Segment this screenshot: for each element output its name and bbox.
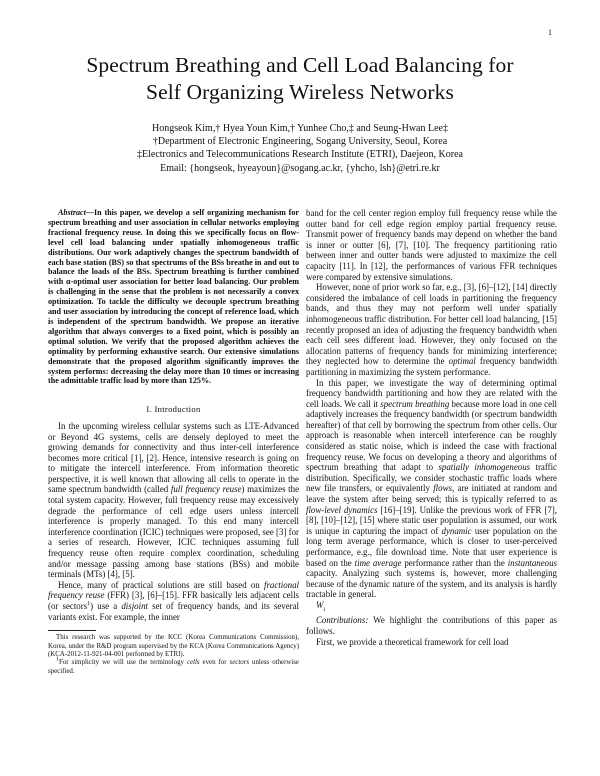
affiliation-1: †Department of Electronic Engineering, Sogang University, Seoul, Korea — [152, 136, 448, 148]
contributions-paragraph: Contributions: We highlight the contributions of this paper as follows. — [306, 615, 557, 636]
footnote-terminology: $^1$For simplicity we will use the terminology cells even for sectors unless otherwise specified. — [48, 657, 299, 675]
intro-paragraph-2: Hence, many of practical solutions are still based on fractional frequency reuse (FFR) [3], [6]–[15]. FFR basically lets adjacent cells (or sectors$^1$) use a disjoint set of frequency bands, and its several variants exist. For example, the inner — [48, 579, 300, 622]
right-paragraph-3: In this paper, we investigate the way of determining optimal frequency bandwidth partitioning and how they are related with the cell loads. We call it spectrum breathing because more load in one cell adaptively increases the frequency bandwidth (or spectrum bandwidth hereafter) of that cell by borrowing the spectrum from other cells. Our approach is reasonable when intercell interference can be roughly considered as static noise, which is indeed the case with fractional frequency reuse. We focus on developing a theory and algorithms of spectrum breathing that adapt to spatially inhomogeneous traffic distribution. Specifically, we consider stochastic traffic loads where new file transfers, or equivalently flows, are initiated at random and leave the system after being served; this is typically referred to as flow-level dynamics [16]–[19]. Unlike the previous work of FFR [7], [8], [10]–[12], [15] where static user population is assumed, our work is unique in capturing the impact of dynamic user population on the long term average performance, which is closer to user-perceived performance, e.g., file download time. Note that user experience is based on the time average performance rather than the instantaneous capacity. Analyzing such systems is, however, more challenging because of the dynamic nature of the system, and its analysis is hardly tractable in general. — [306, 377, 558, 600]
author-email: Email: {hongseok, hyeayoun}@sogang.ac.kr, {yhcho, lsh}@etri.re.kr — [160, 162, 440, 174]
title-line-2: Self Organizing Wireless Networks — [146, 80, 454, 104]
right-column — [306, 208, 557, 647]
paper-title — [40, 52, 560, 106]
stray-marker: $W_i$ — [316, 599, 326, 613]
footnote-funding: This research was supported by the KCC (Korea Communications Commission), Korea, under the R&D program supervised by the KCA (Korea Communications Agency) (KCA-2012-11-921-04-001 performed by ETRI). — [48, 634, 299, 658]
intro-paragraph-1: In the upcoming wireless cellular systems such as LTE-Advanced or Beyond 4G systems, cells are densely deployed to meet the growing demands for connectivity and thus inter-cell interference becomes more critical [1], [2]. Hence, intensive research is going on to mitigate the intercell interference. From information theoretic perspective, it is well known that allowing all cells to operate in the same spectrum bandwidth (called full frequency reuse) maximizes the total system capacity. However, full frequency reuse may excessively degrade the performance of cell edge users unless intercell interference is properly managed. To this end many intercell interference coordination (ICIC) techniques were proposed, see [3] for a series of research. However, ICIC techniques assuming full frequency reuse often require complex coordination, scheduling and/or message passing among base stations (BSs) and mobile terminals (MTs) [4], [5]. — [48, 420, 300, 580]
author-names: Hongseok Kim,† Hyea Youn Kim,† Yunhee Cho,‡ and Seung-Hwan Lee‡ — [152, 123, 448, 134]
right-paragraph-1: band for the cell center region employ full frequency reuse while the outter band for cell edge region employ partial frequency reuse. Transmit power of frequency bands may depend on whether the band is inner or outter [6], [7], [10]. The frequency partitioning ratio between inner and outter bands were adjusted to maximize the cell capacity [11]. In [12], the performances of various FFR techniques were compared by extensive simulations. — [306, 208, 557, 282]
section-heading-introduction: I. Introduction — [146, 404, 201, 415]
abstract-label: Abstract — [58, 208, 86, 217]
left-column — [48, 208, 299, 676]
author-block — [40, 122, 560, 175]
page-number: 1 — [548, 28, 552, 37]
contributions-label: Contributions: — [316, 615, 369, 626]
right-paragraph-2: However, none of prior work so far, e.g., [3], [6]–[12], [14] directly considered the imbalance of cell loads in partitioning the frequency bands, and thus they may not perform well under spatially inhomogeneous traffic distribution. For better cell load balancing, [15] recently proposed an idea of adjusting the frequency bandwidth when each cell sees different load. However, they only focused on the allocation patterns of frequency bands for minimizing interference; they neglected how to determine the optimal frequency bandwidth partitioning in maximizing the system performance. — [306, 282, 557, 377]
abstract — [48, 208, 299, 386]
affiliation-2: ‡Electronics and Telecommunications Research Institute (ETRI), Daejeon, Korea — [137, 149, 463, 161]
title-line-1: Spectrum Breathing and Cell Load Balancing for — [86, 53, 514, 77]
abstract-text: —In this paper, we develop a self organizing mechanism for spectrum breathing and user association in cellular networks employing fractional frequency reuse. In doing this we specifically focus on flow-level cell load balancing under spatially inhomogeneous traffic distributions. Our work adaptively changes the spectrum bandwidth of each base station (BS) so that spectrums of the BSs breathe in and out to balance the loads of the BSs. Spectrum breathing is further combined with α-optimal user association for better load balancing. Our problem is challenging in the sense that the problem is not necessarily a convex optimization. To tackle the difficulty we decouple spectrum breathing and user association by introducing the concept of reference load, which is independent of the spectrum bandwidth. We propose an iterative algorithm that always converges to a fixed point, which is possibly an optimal solution. We verify that the proposed algorithm achieves the optimality by performing exhaustive search. Our extensive simulations demonstrate that the proposed algorithm significantly improves the system performs: decreasing the delay more than 10 times or increasing the admittable traffic load by more than 125%. — [48, 208, 299, 386]
footnote-rule — [48, 630, 96, 631]
right-paragraph-5: First, we provide a theoretical framework for cell load — [316, 636, 509, 647]
